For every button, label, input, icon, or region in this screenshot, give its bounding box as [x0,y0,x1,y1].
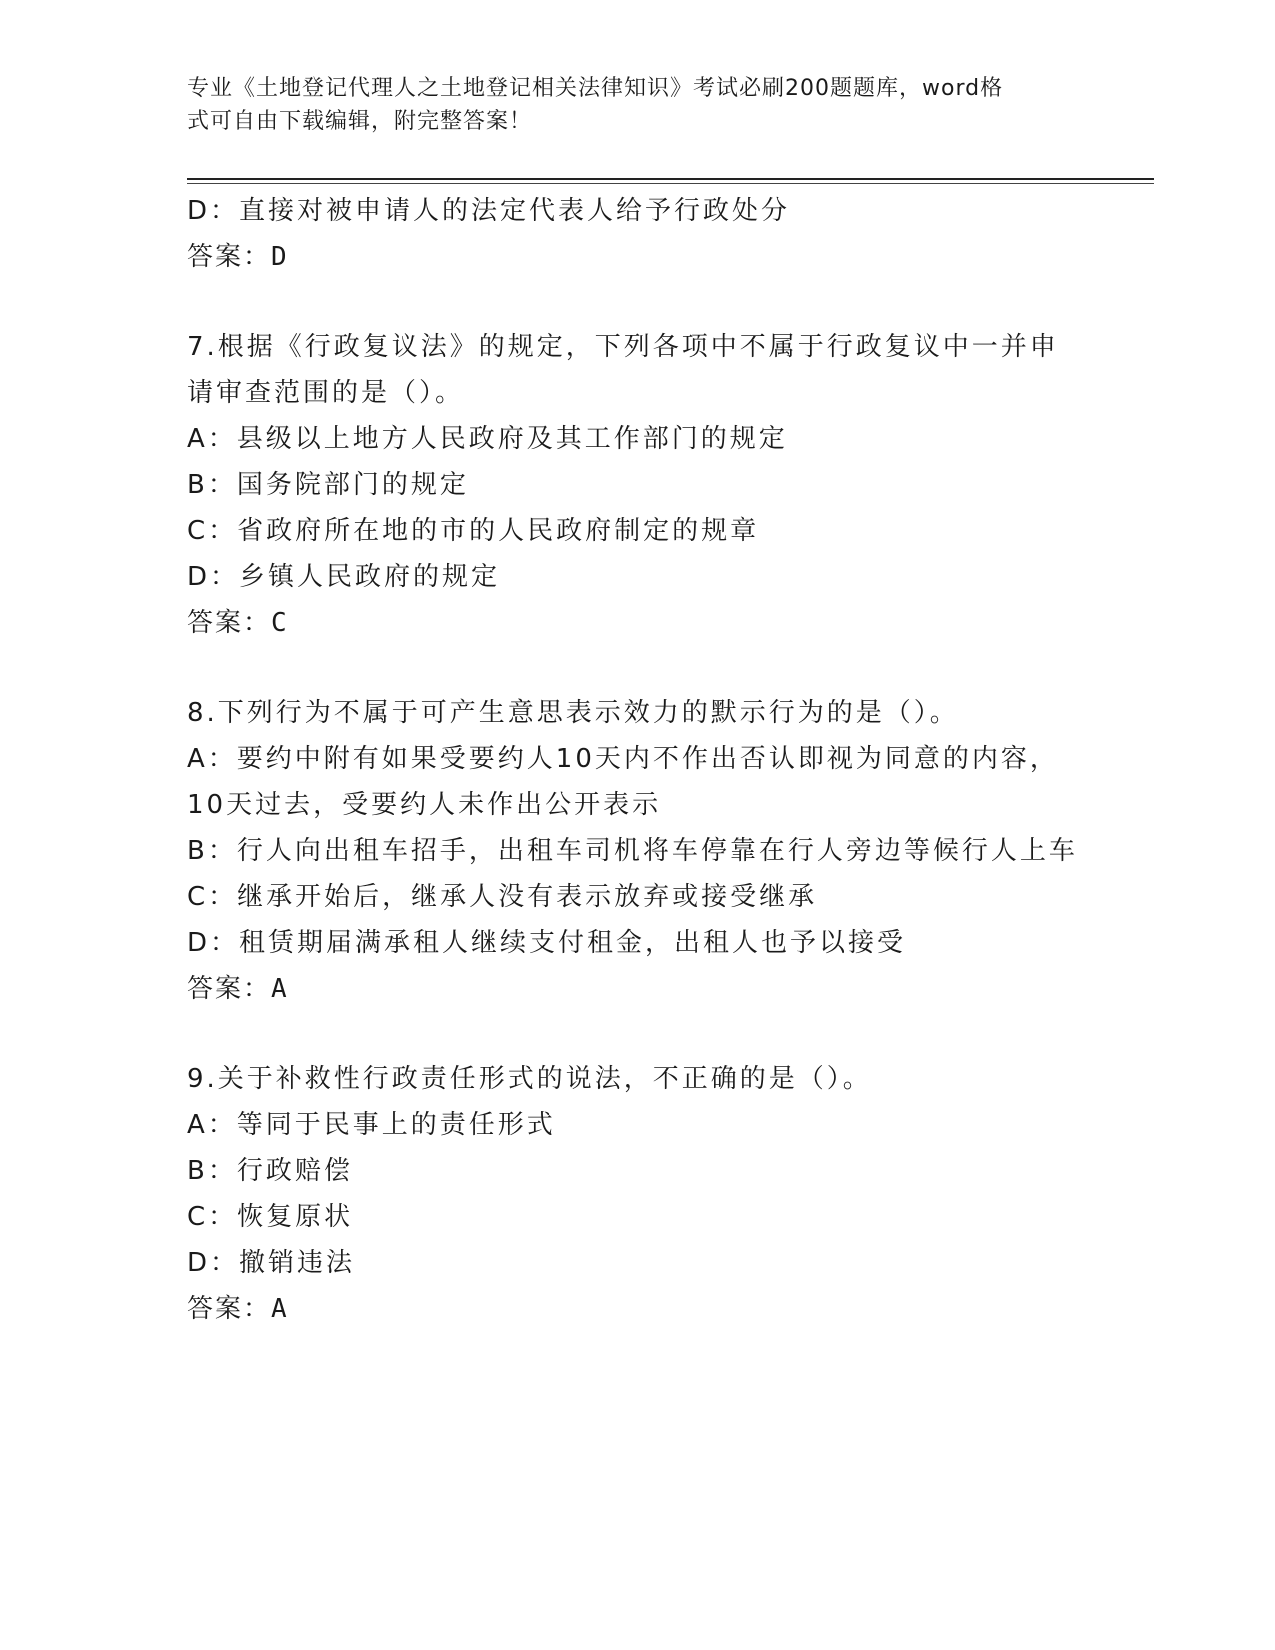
answer-label: 答案： [187,608,272,638]
answer-value: A [271,1294,290,1324]
option-a: A：等同于民事上的责任形式 [187,1110,556,1140]
option-d: D：直接对被申请人的法定代表人给予行政处分 [187,196,791,226]
header-line-2: 式可自由下载编辑，附完整答案！ [187,109,533,134]
answer-line [187,1286,1147,1332]
option-b: B：行政赔偿 [187,1156,353,1186]
answer-label: 答案： [187,242,272,272]
header-rule-thick [187,178,1154,180]
option-d: D：撤销违法 [187,1248,356,1278]
answer-label: 答案： [187,974,272,1004]
question-list [187,188,1147,1332]
answer-value: D [271,242,290,272]
option-a-cont: 10天过去，受要约人未作出公开表示 [187,790,662,820]
question-stem: 9.关于补救性行政责任形式的说法，不正确的是（）。 [187,1064,872,1094]
question-7 [187,324,1147,646]
option-c: C：恢复原状 [187,1202,354,1232]
question-9 [187,1056,1147,1332]
option-d: D：乡镇人民政府的规定 [187,562,501,592]
question-stem: 8.下列行为不属于可产生意思表示效力的默示行为的是（）。 [187,698,959,728]
question-stem: 7.根据《行政复议法》的规定，下列各项中不属于行政复议中一并申 [187,332,1059,362]
option-a: A：要约中附有如果受要约人10天内不作出否认即视为同意的内容， [187,744,1059,774]
answer-line [187,600,1147,646]
question-continuation [187,188,1147,280]
option-b: B：行人向出租车招手，出租车司机将车停靠在行人旁边等候行人上车 [187,836,1078,866]
header-line-1: 专业《土地登记代理人之土地登记相关法律知识》考试必刷200题题库，word格 [187,76,1004,101]
question-8 [187,690,1147,1012]
answer-value: C [271,608,290,638]
option-d: D：租赁期届满承租人继续支付租金，出租人也予以接受 [187,928,907,958]
answer-line [187,234,1147,280]
question-stem-cont: 请审查范围的是（）。 [187,378,465,408]
option-c: C：省政府所在地的市的人民政府制定的规章 [187,516,760,546]
answer-label: 答案： [187,1294,272,1324]
answer-value: A [271,974,290,1004]
option-a: A：县级以上地方人民政府及其工作部门的规定 [187,424,788,454]
answer-line [187,966,1147,1012]
document-header [187,72,1067,138]
option-c: C：继承开始后，继承人没有表示放弃或接受继承 [187,882,818,912]
option-b: B：国务院部门的规定 [187,470,469,500]
header-rule-thin [187,183,1154,184]
